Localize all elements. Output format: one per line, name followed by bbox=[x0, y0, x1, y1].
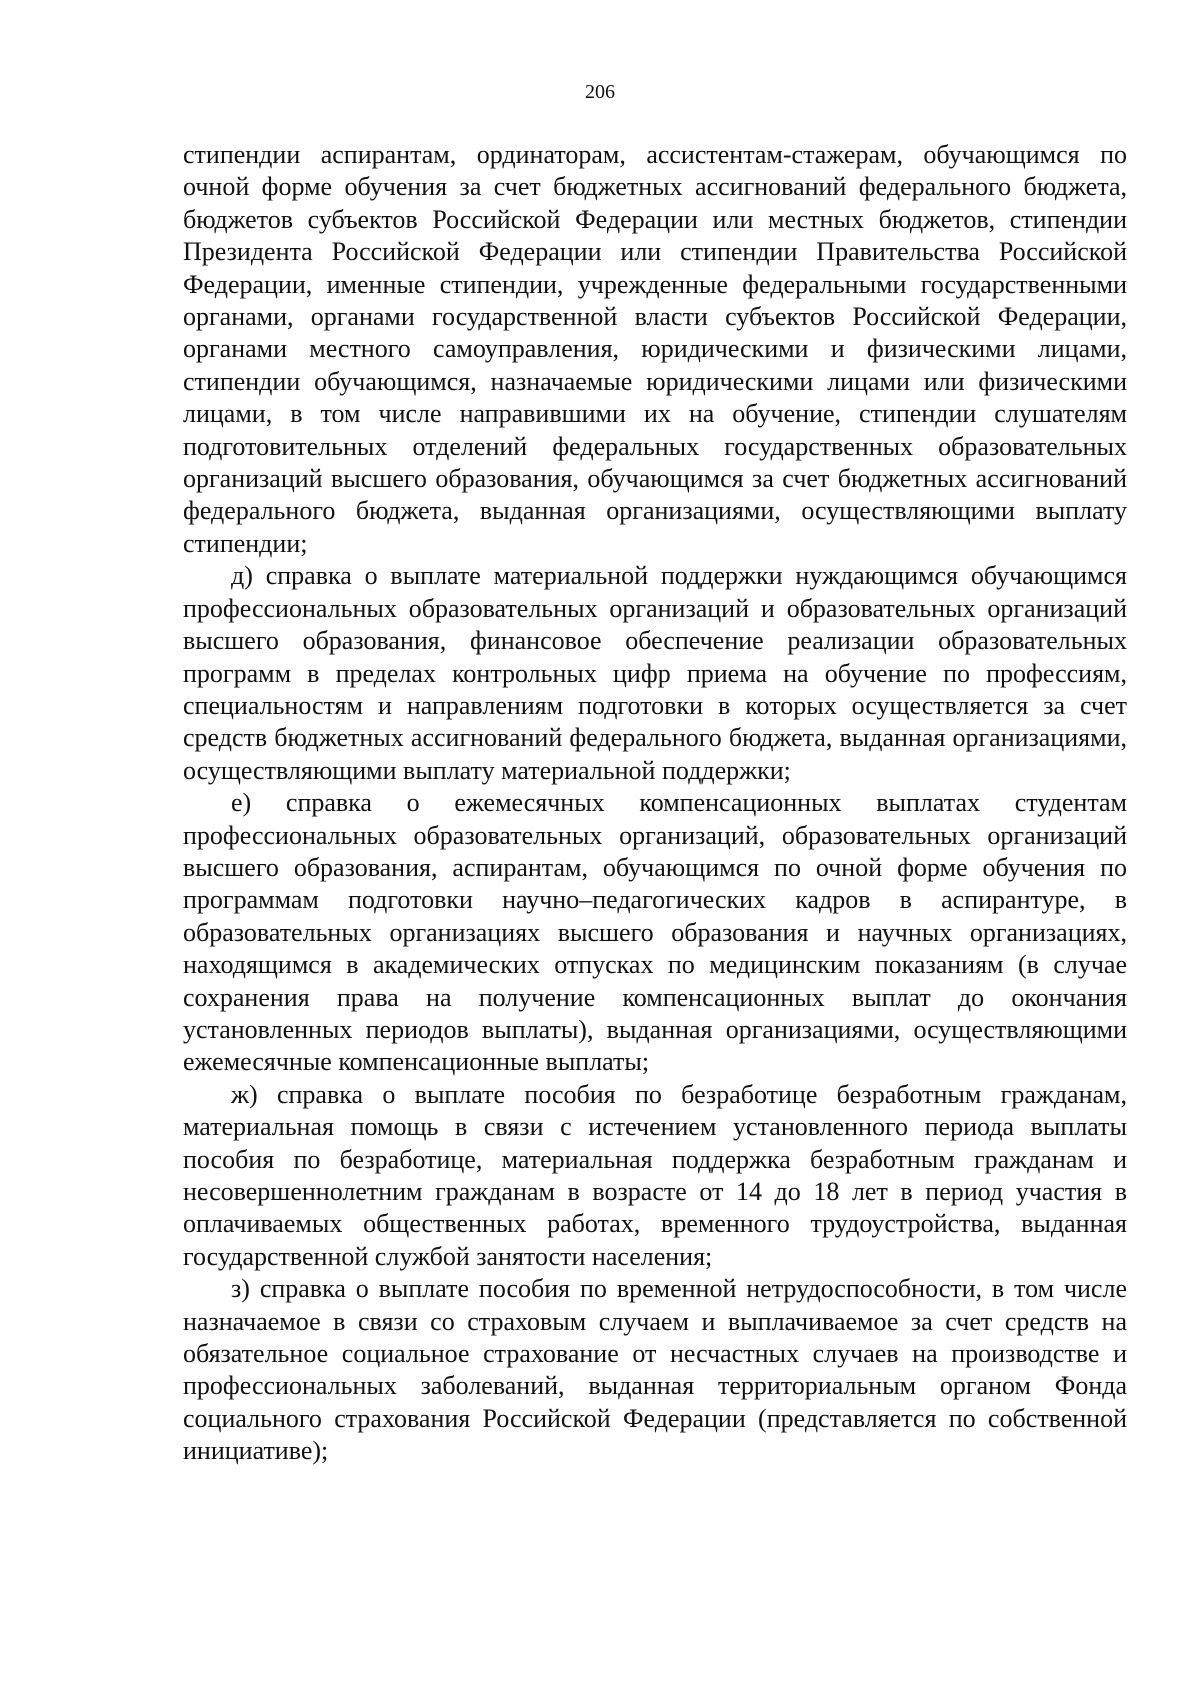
paragraph-stipend-continuation: стипендии аспирантам, ординаторам, ассистентам-стажерам, обучающимся по очной форме обучения за счет бюджетных ассигнований федерального бюджета, бюджетов субъектов Российской Федерации или местных бюджетов, стипендии Президента Российской Федерации или стипендии Правительства Российской Федерации, именные стипендии, учрежденные федеральными государственными органами, органами государственной власти субъектов Российской Федерации, органами местного самоуправления, юридическими и физическими лицами, стипендии обучающимся, назначаемые юридическими лицами или физическими лицами, в том числе направившими их на обучение, стипендии слушателям подготовительных отделений федеральных государственных образовательных организаций высшего образования, обучающимся за счет бюджетных ассигнований федерального бюджета, выданная организациями, осуществляющими выплату стипендии; bbox=[183, 140, 1127, 558]
paragraph-item-d: д) справка о выплате материальной поддержки нуждающимся обучающимся профессиональных образовательных организаций и образовательных организаций высшего образования, финансовое обеспечение реализации образовательных программ в пределах контрольных цифр приема на обучение по профессиям, специальностям и направлениям подготовки в которых осуществляется за счет средств бюджетных ассигнований федерального бюджета, выданная организациями, осуществляющими выплату материальной поддержки; bbox=[183, 561, 1127, 785]
page-number: 206 bbox=[585, 81, 615, 103]
paragraph-item-zh: ж) справка о выплате пособия по безработице безработным гражданам, материальная помощь в связи с истечением установленного периода выплаты пособия по безработице, материальная поддержка безработным гражданам и несовершеннолетним гражданам в возрасте от 14 до 18 лет в период участия в оплачиваемых общественных работах, временного трудоустройства, выданная государственной службой занятости населения; bbox=[183, 1079, 1127, 1271]
body-text bbox=[183, 139, 1127, 1468]
paragraph-item-z: з) справка о выплате пособия по временной нетрудоспособности, в том числе назначаемое в связи со страховым случаем и выплачиваемое за счет средств на обязательное социальное страхование от несчастных случаев на производстве и профессиональных заболеваний, выданная территориальным органом Фонда социального страхования Российской Федерации (представляется по собственной инициативе); bbox=[183, 1274, 1127, 1466]
paragraph-item-e: е) справка о ежемесячных компенсационных выплатах студентам профессиональных образовательных организаций, образовательных организаций высшего образования, аспирантам, обучающимся по очной форме обучения по программам подготовки научно–педагогических кадров в аспирантуре, в образовательных организациях высшего образования и научных организациях, находящимся в академических отпусках по медицинским показаниям (в случае сохранения права на получение компенсационных выплат до окончания установленных периодов выплаты), выданная организациями, осуществляющими ежемесячные компенсационные выплаты; bbox=[183, 788, 1127, 1077]
